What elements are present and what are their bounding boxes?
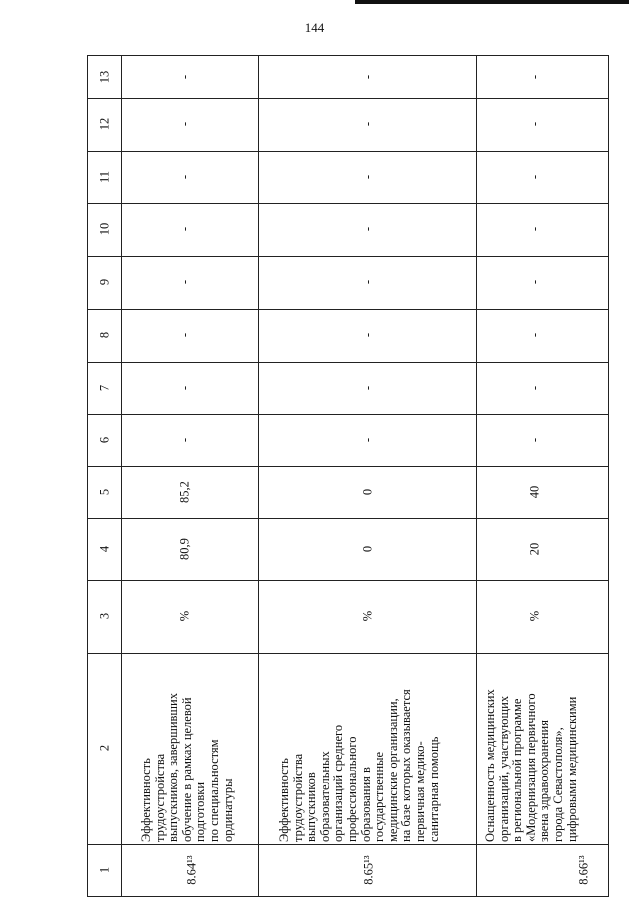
row3-col-6: - (527, 437, 542, 443)
row2-unit: % (360, 610, 375, 622)
row-divider (88, 580, 608, 581)
header-col-4: 4 (97, 545, 112, 553)
row3-name-line: города Севастополя», (550, 727, 565, 842)
row1-col-13: - (177, 74, 192, 80)
row3-col-11: - (527, 174, 542, 180)
header-col-10: 10 (97, 222, 112, 236)
row-divider (88, 653, 608, 654)
row1-name-line: выпускников, завершивших (166, 693, 181, 842)
row3-col-5: 40 (527, 485, 542, 499)
row3-name-line: Оснащенность медицинских (483, 689, 497, 842)
row2-col-12: - (360, 121, 375, 127)
page-number: 144 (304, 20, 325, 35)
header-col-3: 3 (97, 612, 112, 620)
row3-col-12: - (527, 121, 542, 127)
row1-unit: % (177, 610, 192, 622)
rotated-data-table (87, 55, 609, 897)
row3-name-line: звена здравоохранения (537, 720, 552, 842)
row3-name-line: организаций, участвующих (496, 695, 511, 842)
row1-col-5: 85,2 (177, 481, 192, 503)
row-divider (88, 151, 608, 152)
scan-edge-line (355, 0, 629, 4)
row1-col-8: - (177, 332, 192, 338)
row2-col-4: 0 (360, 545, 375, 553)
row3-unit: % (527, 610, 542, 622)
row2-col-8: - (360, 332, 375, 338)
header-col-2: 2 (97, 744, 112, 752)
row2-col-7: - (360, 385, 375, 391)
row2-name-line: образования в (358, 767, 373, 842)
row1-name (140, 693, 235, 842)
row3-col-10: - (527, 226, 542, 232)
row1-col-9: - (177, 279, 192, 285)
row3-col-9: - (527, 279, 542, 285)
row3-col-7: - (527, 385, 542, 391)
row2-name-line: выпускников (304, 772, 319, 842)
row3-col-4: 20 (527, 542, 542, 556)
row2-name-line: санитарная помощь (426, 736, 441, 842)
row1-name-line: по специальностям (206, 739, 221, 842)
row3-name-line: в региональной программе (510, 698, 525, 842)
row2-name-line: государственные (372, 751, 387, 842)
row2-id: 8.65¹³ (361, 855, 376, 885)
header-col-7: 7 (97, 384, 112, 392)
row1-name-line: Эффективность (139, 758, 153, 842)
row2-col-13: - (360, 74, 375, 80)
row2-col-11: - (360, 174, 375, 180)
row-divider (88, 466, 608, 467)
row-divider (88, 414, 608, 415)
row-divider (88, 256, 608, 257)
row2-col-10: - (360, 226, 375, 232)
column-divider (476, 56, 477, 896)
row-divider (88, 844, 608, 845)
row-divider (88, 98, 608, 99)
header-col-13: 13 (97, 70, 112, 84)
row-divider (88, 309, 608, 310)
row2-name (278, 689, 441, 842)
row1-col-12: - (177, 121, 192, 127)
row2-col-6: - (360, 437, 375, 443)
row2-name-line: трудоустройства (290, 753, 305, 842)
row1-name-line: обучение в рамках целевой (179, 697, 194, 842)
row3-name-line: цифровыми медицинскими (564, 696, 579, 842)
row3-name (484, 689, 579, 842)
header-col-11: 11 (97, 170, 112, 184)
row1-col-4: 80,9 (177, 538, 192, 560)
header-col-12: 12 (97, 117, 112, 131)
row-divider (88, 203, 608, 204)
row2-name-line: профессионального (344, 736, 359, 842)
row2-name-line: первичная медико- (412, 741, 427, 842)
row1-id: 8.64¹³ (184, 855, 199, 885)
row-divider (88, 518, 608, 519)
row2-name-line: организаций среднего (331, 724, 346, 842)
row2-col-9: - (360, 279, 375, 285)
row3-name-line: «Модернизация первичного (523, 693, 538, 842)
row3-col-13: - (527, 74, 542, 80)
row2-name-line: Эффективность (277, 758, 291, 842)
row1-name-line: трудоустройства (152, 753, 167, 842)
column-divider (258, 56, 259, 896)
header-col-1: 1 (97, 866, 112, 874)
row1-name-line: подготовки (193, 781, 208, 842)
header-col-5: 5 (97, 488, 112, 496)
header-col-9: 9 (97, 278, 112, 286)
row2-name-line: на базе которых оказывается (399, 689, 414, 842)
row-divider (88, 362, 608, 363)
row2-name-line: медицинские организации, (385, 698, 400, 842)
column-divider (121, 56, 122, 896)
row1-col-10: - (177, 226, 192, 232)
row1-col-6: - (177, 437, 192, 443)
row3-id: 8.66¹³ (576, 855, 591, 885)
header-col-6: 6 (97, 436, 112, 444)
header-col-8: 8 (97, 331, 112, 339)
row1-col-7: - (177, 385, 192, 391)
row2-name-line: образовательных (317, 751, 332, 842)
row3-col-8: - (527, 332, 542, 338)
row2-col-5: 0 (360, 488, 375, 496)
row1-name-line: ординатуры (220, 778, 235, 842)
row1-col-11: - (177, 174, 192, 180)
